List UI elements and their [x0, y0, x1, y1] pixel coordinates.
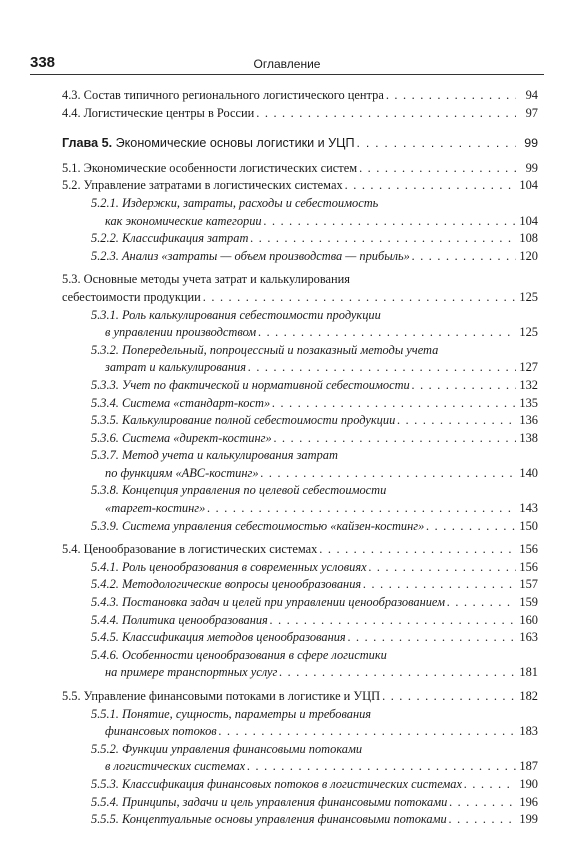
- toc-entry-page: 104: [519, 178, 538, 193]
- toc-entry-page: 150: [519, 518, 538, 533]
- toc-entry-page: 94: [525, 88, 538, 102]
- chapter-title: Экономические основы логистики и УЦП: [112, 136, 355, 151]
- toc-entry-5-4[interactable]: [62, 541, 538, 559]
- toc-entry-page: 138: [519, 430, 538, 445]
- toc-entry-5-4-1[interactable]: [62, 559, 538, 577]
- toc-entry-5-5[interactable]: [62, 688, 538, 706]
- table-of-contents: [62, 87, 538, 829]
- page-number: 338: [30, 54, 56, 71]
- toc-entry-title-line1: 5.5.1. Понятие, сущность, параметры и требования: [91, 706, 372, 721]
- toc-entry-title: 5.4.1. Роль ценообразования в современных условиях: [91, 559, 367, 574]
- toc-entry-page: 156: [519, 542, 538, 557]
- toc-entry-title: 4.4. Логистические центры в России: [62, 105, 255, 120]
- toc-entry-page: 156: [519, 559, 538, 574]
- toc-entry-page: 160: [519, 612, 538, 627]
- toc-entry-5-4-3[interactable]: [62, 594, 538, 612]
- toc-entry-page: 127: [519, 360, 538, 375]
- toc-entry-page: 190: [519, 776, 538, 791]
- toc-entry-title: 5.3.4. Система «стандарт-кост»: [91, 395, 271, 410]
- toc-entry-page: 140: [519, 465, 538, 480]
- toc-entry-page: 104: [519, 213, 538, 228]
- toc-entry-page: 163: [519, 630, 538, 645]
- toc-entry-title: 5.2.3. Анализ «затраты — объем производства — прибыль»: [91, 248, 410, 263]
- toc-entry-title-line2: затрат и калькулирования: [105, 360, 246, 375]
- toc-entry-title-line1: 5.3.7. Метод учета и калькулирования затрат: [91, 448, 338, 463]
- toc-entry-title: 5.4.2. Методологические вопросы ценообразования: [91, 577, 362, 592]
- toc-entry-title-line2: как экономические категории: [105, 213, 262, 228]
- header-rule: [30, 74, 544, 75]
- toc-entry-5-2[interactable]: [62, 177, 538, 195]
- toc-entry-5-3-7[interactable]: [62, 447, 538, 482]
- toc-entry-page: 187: [519, 759, 538, 774]
- toc-chapter-5[interactable]: [62, 135, 538, 153]
- toc-entry-title: 5.3.9. Система управления себестоимостью «кайзен-костинг»: [91, 518, 425, 533]
- running-title: Оглавление: [253, 57, 321, 71]
- toc-entry-5-4-5[interactable]: [62, 629, 538, 647]
- toc-entry-title: 5.2. Управление затратами в логистических системах: [62, 178, 343, 193]
- toc-entry-page: 183: [519, 724, 538, 739]
- toc-entry-5-3-3[interactable]: [62, 377, 538, 395]
- toc-entry-title: 5.5.5. Концептуальные основы управления финансовыми потоками: [91, 812, 447, 827]
- toc-entry-title: 5.5.3. Классификация финансовых потоков в логистических системах: [91, 776, 463, 791]
- toc-entry-5-2-3[interactable]: [62, 248, 538, 266]
- toc-entry-5-3-5[interactable]: [62, 412, 538, 430]
- toc-entry-title: 5.4.3. Постановка задач и целей при управлении ценообразованием: [91, 595, 446, 610]
- toc-entry-title: 5.2.2. Классификация затрат: [91, 231, 249, 246]
- toc-entry-page: 99: [524, 136, 538, 151]
- toc-entry-5-2-1[interactable]: [62, 195, 538, 230]
- toc-entry-5-5-3[interactable]: [62, 776, 538, 794]
- toc-entry-page: 159: [519, 595, 538, 610]
- toc-entry-5-4-4[interactable]: [62, 612, 538, 630]
- toc-entry-title-line1: 5.4.6. Особенности ценообразования в сфере логистики: [91, 647, 387, 662]
- toc-entry-title-line1: 5.2.1. Издержки, затраты, расходы и себестоимость: [91, 195, 379, 210]
- toc-entry-title-line2: по функциям «ABC-костинг»: [105, 465, 259, 480]
- toc-entry-4-4[interactable]: [62, 105, 538, 123]
- toc-entry-5-3-4[interactable]: [62, 395, 538, 413]
- toc-entry-5-5-2[interactable]: [62, 741, 538, 776]
- toc-entry-title: 5.3.3. Учет по фактической и нормативной себестоимости: [91, 377, 410, 392]
- toc-entry-page: 108: [519, 231, 538, 246]
- toc-entry-5-3-6[interactable]: [62, 430, 538, 448]
- toc-entry-title: 5.4.5. Классификация методов ценообразования: [91, 630, 346, 645]
- toc-entry-title-line1: 5.5.2. Функции управления финансовыми потоками: [91, 741, 363, 756]
- toc-entry-5-5-1[interactable]: [62, 706, 538, 741]
- toc-entry-page: 196: [519, 794, 538, 809]
- toc-entry-title: 5.1. Экономические особенности логистических систем: [62, 160, 358, 175]
- toc-entry-page: 182: [519, 689, 538, 703]
- toc-entry-title: 4.3. Состав типичного регионального логистического центра: [62, 88, 384, 102]
- toc-entry-page: 120: [519, 248, 538, 263]
- toc-entry-page: 199: [519, 812, 538, 827]
- toc-entry-title-line1: 5.3. Основные методы учета затрат и калькулирования: [62, 272, 350, 287]
- toc-entry-page: 181: [519, 665, 538, 680]
- toc-entry-5-2-2[interactable]: [62, 230, 538, 248]
- toc-entry-page: 135: [519, 395, 538, 410]
- toc-entry-title-line2: «таргет-костинг»: [105, 501, 206, 516]
- toc-entry-5-3-2[interactable]: [62, 342, 538, 377]
- toc-entry-title-line1: 5.3.1. Роль калькулирования себестоимости продукции: [91, 307, 381, 322]
- toc-entry-title: 5.4.4. Политика ценообразования: [91, 612, 268, 627]
- toc-entry-page: 143: [519, 501, 538, 516]
- toc-entry-title: 5.3.5. Калькулирование полной себестоимости продукции: [91, 413, 396, 428]
- toc-entry-5-5-5[interactable]: [62, 811, 538, 829]
- toc-entry-title-line2: в управлении производством: [105, 325, 257, 340]
- toc-entry-title-line2: на примере транспортных услуг: [105, 665, 278, 680]
- toc-entry-page: 97: [525, 105, 538, 120]
- toc-entry-5-1[interactable]: [62, 160, 538, 178]
- toc-entry-5-5-4[interactable]: [62, 794, 538, 812]
- toc-entry-4-3[interactable]: [62, 87, 538, 105]
- toc-entry-5-4-2[interactable]: [62, 576, 538, 594]
- toc-entry-title: 5.4. Ценообразование в логистических системах: [62, 542, 318, 557]
- toc-entry-5-3-9[interactable]: [62, 518, 538, 536]
- toc-entry-page: 157: [519, 577, 538, 592]
- toc-entry-page: 125: [519, 325, 538, 340]
- toc-entry-5-4-6[interactable]: [62, 647, 538, 682]
- toc-entry-title: 5.5. Управление финансовыми потоками в логистике и УЦП: [62, 689, 381, 703]
- toc-entry-page: 136: [519, 413, 538, 428]
- toc-entry-5-3-1[interactable]: [62, 307, 538, 342]
- chapter-label: Глава 5.: [62, 136, 113, 151]
- toc-entry-title-line1: 5.3.8. Концепция управления по целевой себестоимости: [91, 483, 387, 498]
- toc-entry-page: 99: [525, 160, 538, 175]
- toc-entry-title-line2: финансовых потоков: [105, 724, 217, 739]
- page-header: [30, 54, 544, 76]
- toc-entry-5-3-8[interactable]: [62, 482, 538, 517]
- toc-entry-5-3[interactable]: [62, 271, 538, 306]
- toc-entry-title-line1: 5.3.2. Попередельный, попроцессный и позаказный методы учета: [91, 342, 439, 357]
- toc-entry-page: 125: [519, 289, 538, 304]
- toc-entry-title: 5.5.4. Принципы, задачи и цель управления финансовыми потоками: [91, 794, 448, 809]
- toc-entry-title-line2: в логистических системах: [105, 759, 246, 774]
- toc-entry-page: 132: [519, 377, 538, 392]
- toc-entry-title-line2: себестоимости продукции: [62, 289, 201, 304]
- toc-entry-title: 5.3.6. Система «директ-костинг»: [91, 430, 272, 445]
